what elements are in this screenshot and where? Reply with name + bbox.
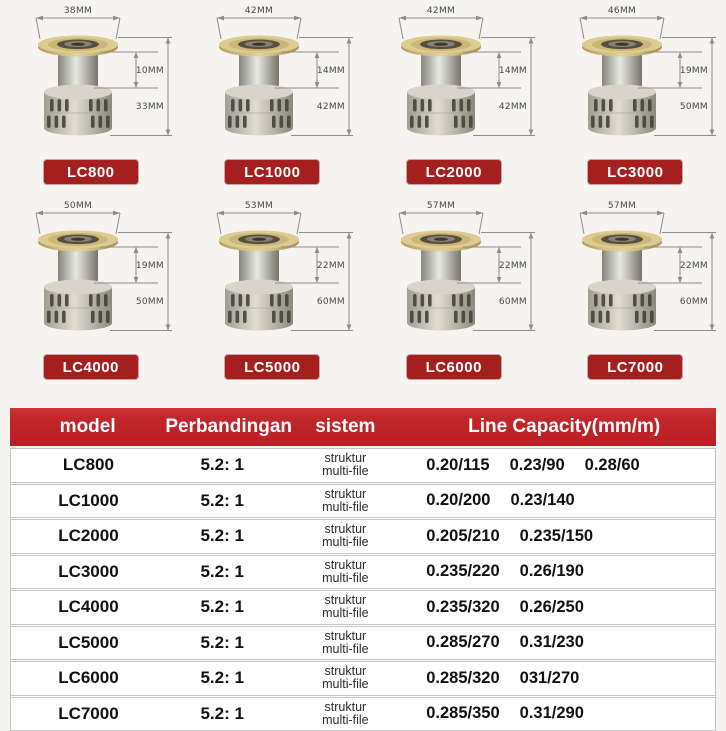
cell-model: LC800 bbox=[11, 455, 166, 475]
cell-model: LC4000 bbox=[11, 597, 166, 617]
table-row bbox=[11, 624, 715, 660]
system-line-2: multi-file bbox=[322, 536, 369, 549]
width-dimension-label: 50MM bbox=[64, 201, 92, 211]
capacity-value-2: 0.23/140 bbox=[510, 491, 574, 510]
cell-ratio: 5.2: 1 bbox=[166, 704, 279, 724]
height-dimension-label: 50MM bbox=[136, 297, 164, 307]
height-dimension-label: 42MM bbox=[317, 102, 345, 112]
spool-diagram bbox=[6, 2, 176, 154]
width-dimension-label: 53MM bbox=[245, 201, 273, 211]
cell-model: LC7000 bbox=[11, 704, 166, 724]
cell-ratio: 5.2: 1 bbox=[166, 491, 279, 511]
spool-figure bbox=[182, 195, 364, 390]
cell-line-capacity bbox=[412, 669, 715, 688]
system-line-2: multi-file bbox=[322, 501, 369, 514]
height-dimension-label: 60MM bbox=[499, 297, 527, 307]
spool-body bbox=[38, 36, 118, 136]
spool-diagram bbox=[369, 197, 539, 349]
cell-line-capacity bbox=[412, 527, 715, 546]
spool-figure bbox=[363, 0, 545, 195]
table-row bbox=[11, 659, 715, 695]
width-dimension-lines bbox=[399, 16, 483, 39]
capacity-value-1: 0.20/115 bbox=[426, 456, 489, 475]
spool-diagram bbox=[550, 197, 720, 349]
cell-line-capacity bbox=[412, 562, 715, 581]
system-line-1: struktur bbox=[325, 523, 367, 536]
spool-model-badge: LC5000 bbox=[225, 355, 319, 379]
cell-line-capacity bbox=[412, 704, 715, 723]
system-line-2: multi-file bbox=[322, 643, 369, 656]
system-line-1: struktur bbox=[325, 630, 367, 643]
width-dimension-label: 42MM bbox=[245, 6, 273, 16]
spool-diagram bbox=[187, 197, 357, 349]
capacity-value-1: 0.235/220 bbox=[426, 562, 499, 581]
cell-line-capacity bbox=[412, 491, 715, 510]
cell-line-capacity bbox=[412, 456, 715, 475]
table-row bbox=[11, 482, 715, 518]
spool-body bbox=[219, 36, 299, 136]
cell-model: LC6000 bbox=[11, 668, 166, 688]
width-dimension-label: 38MM bbox=[64, 6, 92, 16]
system-line-2: multi-file bbox=[322, 678, 369, 691]
cell-ratio: 5.2: 1 bbox=[166, 668, 279, 688]
system-line-1: struktur bbox=[325, 559, 367, 572]
capacity-value-2: 0.31/290 bbox=[520, 704, 584, 723]
spool-model-badge: LC4000 bbox=[44, 355, 138, 379]
system-line-1: struktur bbox=[325, 701, 367, 714]
cell-system bbox=[279, 559, 413, 585]
table-row bbox=[11, 695, 715, 731]
table-header bbox=[10, 408, 716, 446]
width-dimension-label: 42MM bbox=[427, 6, 455, 16]
capacity-value-1: 0.285/350 bbox=[426, 704, 499, 723]
lip-dimension-label: 22MM bbox=[499, 261, 527, 271]
spool-model-badge: LC1000 bbox=[225, 160, 319, 184]
lip-dimension-label: 19MM bbox=[680, 66, 708, 76]
header-system: sistem bbox=[278, 416, 412, 438]
lip-dimension-label: 14MM bbox=[499, 66, 527, 76]
width-dimension-lines bbox=[217, 211, 301, 234]
spool-model-badge: LC800 bbox=[44, 160, 138, 184]
capacity-value-1: 0.285/270 bbox=[426, 633, 499, 652]
spool-diagram bbox=[369, 2, 539, 154]
width-dimension-lines bbox=[36, 16, 120, 39]
capacity-value-3: 0.28/60 bbox=[585, 456, 640, 475]
capacity-value-2: 0.235/150 bbox=[520, 527, 593, 546]
spool-diagram bbox=[550, 2, 720, 154]
capacity-value-1: 0.235/320 bbox=[426, 598, 499, 617]
width-dimension-label: 46MM bbox=[608, 6, 636, 16]
lip-dimension-label: 22MM bbox=[680, 261, 708, 271]
header-model: model bbox=[10, 416, 165, 438]
spool-body bbox=[582, 231, 662, 331]
cell-ratio: 5.2: 1 bbox=[166, 526, 279, 546]
spool-model-badge: LC2000 bbox=[407, 160, 501, 184]
height-dimension-label: 60MM bbox=[680, 297, 708, 307]
lip-dimension-label: 19MM bbox=[136, 261, 164, 271]
system-line-1: struktur bbox=[325, 488, 367, 501]
cell-system bbox=[279, 630, 413, 656]
header-ratio: Perbandingan bbox=[165, 416, 278, 438]
table-row bbox=[11, 449, 715, 482]
cell-system bbox=[279, 488, 413, 514]
system-line-2: multi-file bbox=[322, 572, 369, 585]
width-dimension-lines bbox=[36, 211, 120, 234]
system-line-2: multi-file bbox=[322, 465, 369, 478]
cell-model: LC2000 bbox=[11, 526, 166, 546]
system-line-1: struktur bbox=[325, 594, 367, 607]
height-dimension-label: 50MM bbox=[680, 102, 708, 112]
spool-diagram bbox=[6, 197, 176, 349]
table-row bbox=[11, 553, 715, 589]
table-body bbox=[10, 448, 716, 731]
cell-system bbox=[279, 523, 413, 549]
cell-ratio: 5.2: 1 bbox=[166, 562, 279, 582]
lip-dimension-label: 22MM bbox=[317, 261, 345, 271]
lip-dimension-label: 10MM bbox=[136, 66, 164, 76]
cell-system bbox=[279, 665, 413, 691]
cell-model: LC1000 bbox=[11, 491, 166, 511]
capacity-value-2: 0.26/250 bbox=[520, 598, 584, 617]
width-dimension-lines bbox=[580, 16, 664, 39]
spool-model-badge: LC3000 bbox=[588, 160, 682, 184]
width-dimension-label: 57MM bbox=[608, 201, 636, 211]
spool-body bbox=[38, 231, 118, 331]
spool-figure bbox=[0, 195, 182, 390]
cell-line-capacity bbox=[412, 633, 715, 652]
spool-model-badge: LC6000 bbox=[407, 355, 501, 379]
system-line-2: multi-file bbox=[322, 607, 369, 620]
system-line-2: multi-file bbox=[322, 714, 369, 727]
cell-system bbox=[279, 701, 413, 727]
width-dimension-lines bbox=[399, 211, 483, 234]
width-dimension-lines bbox=[217, 16, 301, 39]
cell-ratio: 5.2: 1 bbox=[166, 597, 279, 617]
height-dimension-label: 42MM bbox=[499, 102, 527, 112]
table-row bbox=[11, 588, 715, 624]
capacity-value-2: 0.26/190 bbox=[520, 562, 584, 581]
capacity-value-2: 031/270 bbox=[520, 669, 580, 688]
cell-system bbox=[279, 594, 413, 620]
header-line-capacity: Line Capacity(mm/m) bbox=[412, 416, 716, 438]
spool-body bbox=[401, 231, 481, 331]
spool-model-badge: LC7000 bbox=[588, 355, 682, 379]
capacity-value-1: 0.285/320 bbox=[426, 669, 499, 688]
table-row bbox=[11, 517, 715, 553]
spool-figure bbox=[545, 0, 726, 195]
height-dimension-label: 33MM bbox=[136, 102, 164, 112]
capacity-value-1: 0.205/210 bbox=[426, 527, 499, 546]
spool-figure bbox=[182, 0, 364, 195]
spool-figure bbox=[363, 195, 545, 390]
cell-ratio: 5.2: 1 bbox=[166, 633, 279, 653]
cell-line-capacity bbox=[412, 598, 715, 617]
system-line-1: struktur bbox=[325, 452, 367, 465]
cell-system bbox=[279, 452, 413, 478]
capacity-value-2: 0.23/90 bbox=[510, 456, 565, 475]
spool-body bbox=[401, 36, 481, 136]
lip-dimension-label: 14MM bbox=[317, 66, 345, 76]
capacity-value-1: 0.20/200 bbox=[426, 491, 490, 510]
spec-table bbox=[10, 408, 716, 731]
spool-figure bbox=[545, 195, 726, 390]
height-dimension-label: 60MM bbox=[317, 297, 345, 307]
width-dimension-lines bbox=[580, 211, 664, 234]
spool-figure bbox=[0, 0, 182, 195]
cell-ratio: 5.2: 1 bbox=[166, 455, 279, 475]
width-dimension-label: 57MM bbox=[427, 201, 455, 211]
capacity-value-2: 0.31/230 bbox=[520, 633, 584, 652]
spool-body bbox=[219, 231, 299, 331]
cell-model: LC3000 bbox=[11, 562, 166, 582]
spool-diagram bbox=[187, 2, 357, 154]
spool-body bbox=[582, 36, 662, 136]
cell-model: LC5000 bbox=[11, 633, 166, 653]
system-line-1: struktur bbox=[325, 665, 367, 678]
